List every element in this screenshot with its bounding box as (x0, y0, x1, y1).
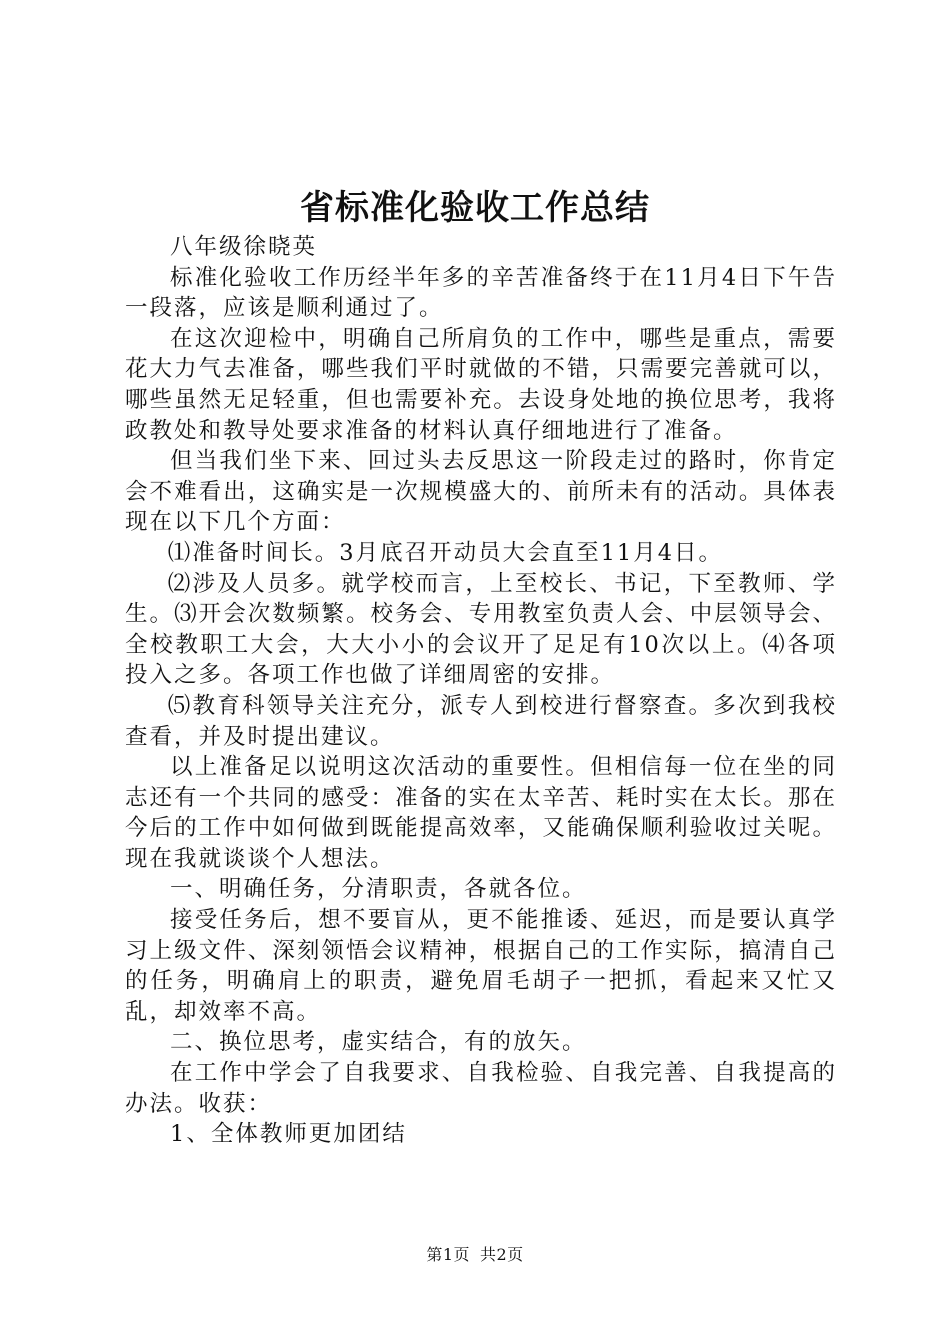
page-footer (0, 1244, 950, 1266)
document-body (125, 232, 837, 1150)
section-heading: 二、换位思考，虚实结合，有的放矢。 (170, 1029, 587, 1056)
author-line: 八年级徐晓英 (170, 234, 318, 260)
page-number: 第1页 (426, 1245, 470, 1264)
list-item: ⑴准备时间长。3月底召开动员大会直至11月4日。 (167, 539, 724, 566)
list-item: ⑸教育科领导关注充分，派专人到校进行督察查。多次到我校查看，并及时提出建议。 (125, 692, 837, 750)
list-item: ⑵涉及人员多。就学校而言，上至校长、书记，下至教师、学生。⑶开会次数频繁。校务会、专用教室负责人会、中层领导会、全校教职工大会，大大小小的会议开了足足有10次以上。⑷各项投入之多。各项工作也做了详细周密的安排。 (125, 570, 837, 689)
paragraph: 在这次迎检中，明确自己所肩负的工作中，哪些是重点，需要花大力气去准备，哪些我们平时就做的不错，只需要完善就可以，哪些虽然无足轻重，但也需要补充。去设身处地的换位思考，我将政教处和教导处要求准备的材料认真仔细地进行了准备。 (125, 325, 837, 444)
paragraph: 标准化验收工作历经半年多的辛苦准备终于在11月4日下午告一段落，应该是顺利通过了。 (125, 264, 837, 322)
paragraph: 在工作中学会了自我要求、自我检验、自我完善、自我提高的办法。收获： (125, 1060, 837, 1117)
document-title: 省标准化验收工作总结 (300, 188, 650, 228)
paragraph: 但当我们坐下来、回过头去反思这一阶段走过的路时，你肯定会不难看出，这确实是一次规模盛大的、前所未有的活动。具体表现在以下几个方面： (125, 448, 837, 536)
paragraph: 以上准备足以说明这次活动的重要性。但相信每一位在坐的同志还有一个共同的感受：准备的实在太辛苦、耗时实在太长。那在今后的工作中如何做到既能提高效率，又能确保顺利验收过关呢。现在我就谈谈个人想法。 (125, 754, 837, 872)
section-heading: 一、明确任务，分清职责，各就各位。 (170, 876, 587, 903)
list-item: 1、全体教师更加团结 (170, 1121, 407, 1148)
page-total: 共2页 (480, 1245, 524, 1264)
paragraph: 接受任务后，想不要盲从，更不能推诿、延迟，而是要认真学习上级文件、深刻领悟会议精神，根据自己的工作实际，搞清自己的任务，明确肩上的职责，避免眉毛胡子一把抓，看起来又忙又乱，却效率不高。 (125, 907, 837, 1025)
